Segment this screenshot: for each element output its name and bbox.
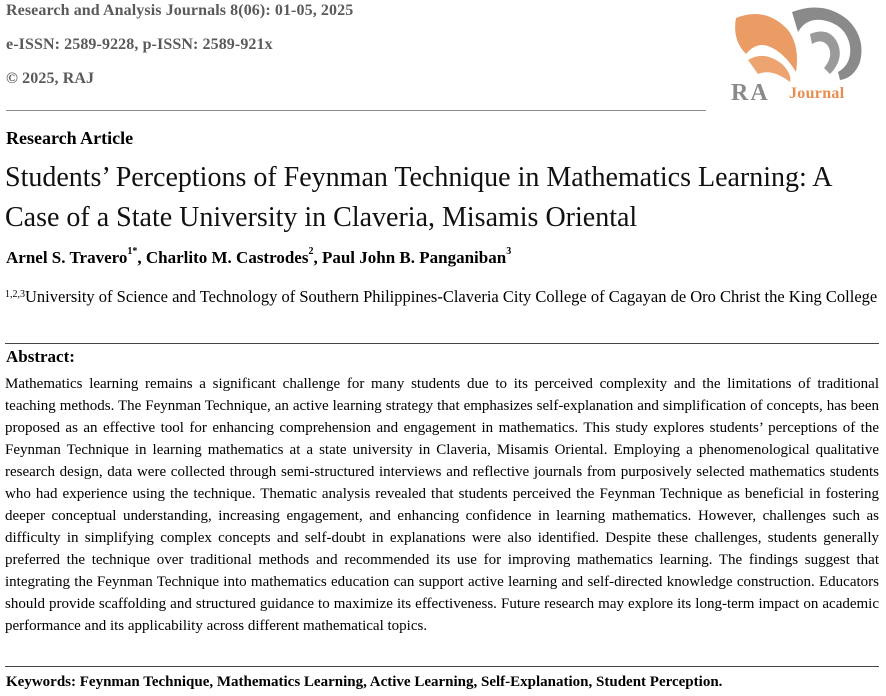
author-name: Paul John B. Panganiban	[321, 248, 507, 267]
header-divider	[6, 110, 706, 111]
author-list	[6, 248, 511, 268]
article-type-label: Research Article	[6, 128, 134, 148]
keywords-list: Feynman Technique, Mathematics Learning, Active Learning, Self-Explanation, Student Perception.	[79, 674, 723, 690]
author-separator: ,	[313, 248, 322, 267]
logo-ra-text: RA	[731, 80, 770, 106]
issn-line: e-ISSN: 2589-9228, p-ISSN: 2589-921x	[6, 36, 273, 53]
copyright-line: © 2025, RAJ	[6, 70, 95, 87]
abstract-body: Mathematics learning remains a significant challenge for many students due to its perceived complexity and the limitations of traditional teaching methods. The Feynman Technique, an active learning strategy that emphasizes self-explanation and simplification of concepts, has been proposed as an effective tool for enhancing comprehension and engagement in mathematics. This study explores students’ perceptions of the Feynman Technique in learning mathematics at a state university in Claveria, Misamis Oriental. Employing a phenomenological qualitative research design, data were collected through semi-structured interviews and reflective journals from purposively selected mathematics students who had experience using the technique. Thematic analysis revealed that students perceived the Feynman Technique as beneficial in fostering deeper conceptual understanding, increasing engagement, and enhancing confidence in learning mathematics. However, challenges such as difficulty in simplifying complex concepts and self-doubt in explanations were also identified. Despite these challenges, students generally preferred the technique over traditional methods and recommended its use for improving mathematics learning. The findings suggest that integrating the Feynman Technique into mathematics education can support active learning and self-directed knowledge construction. Educators should provide scaffolding and structured guidance to maximize its effectiveness. Future research may explore its long-term impact on academic performance and its applicability across different mathematical topics.	[5, 376, 879, 634]
author-name: Charlito M. Castrodes	[145, 248, 309, 267]
affiliation-text: University of Science and Technology of Southern Philippines-Claveria City College of Cagayan de Oro Christ the King College	[25, 287, 878, 306]
paper-title: Students’ Perceptions of Feynman Technique in Mathematics Learning: A Case of a State University in Claveria, Misamis Oriental	[5, 162, 831, 233]
abstract-bottom-divider	[5, 666, 879, 667]
author-affiliation-mark: 2	[308, 246, 314, 257]
author-separator: ,	[137, 248, 146, 267]
author-affiliation-mark: 1*	[127, 246, 138, 257]
abstract-heading: Abstract:	[6, 347, 75, 366]
affiliation	[5, 284, 881, 309]
keywords-label: Keywords:	[6, 674, 76, 690]
logo-journal-text: Journal	[789, 85, 845, 102]
author-affiliation-mark: 3	[506, 246, 512, 257]
journal-citation-line: Research and Analysis Journals 8(06): 01-05, 2025	[6, 2, 354, 19]
abstract-top-divider	[5, 343, 879, 344]
affiliation-mark: 1,2,3	[5, 289, 25, 300]
author-name: Arnel S. Travero	[6, 248, 128, 267]
keywords-line	[6, 674, 722, 691]
